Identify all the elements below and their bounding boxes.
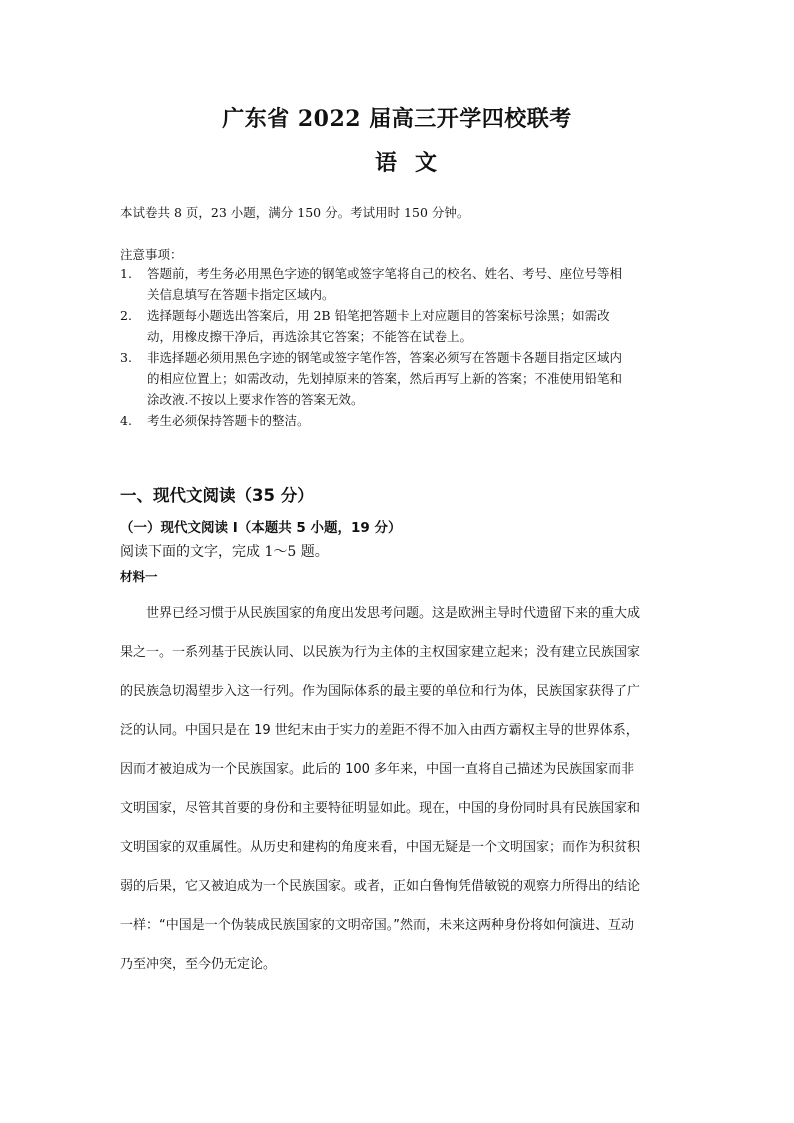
passage-line: 一样：“中国是一个伪装成民族国家的文明帝国。”然而，未来这两种身份将如何演进、互动	[120, 918, 634, 933]
notice-item	[120, 263, 680, 305]
notice-text-line: 非选择题必须用黑色字迹的钢笔或签字笔作答，答案必须写在答题卡各题目指定区域内	[147, 350, 623, 365]
notice-text-line: 动，用橡皮擦干净后，再选涂其它答案；不能答在试卷上。	[147, 329, 473, 344]
passage-line: 弱的后果，它又被迫成为一个民族国家。或者，正如白鲁恂凭借敏锐的观察力所得出的结论	[120, 879, 641, 894]
passage-line: 文明国家的双重属性。从历史和建构的角度来看，中国无疑是一个文明国家；而作为积贫积	[120, 840, 641, 855]
passage-line: 果之一。一系列基于民族认同、以民族为行为主体的主权国家建立起来；没有建立民族国家	[120, 645, 641, 660]
notice-number: 4.	[120, 413, 132, 428]
notice-number: 2.	[120, 308, 132, 323]
passage-line: 世界已经习惯于从民族国家的角度出发思考问题。这是欧洲主导时代遗留下来的重大成	[120, 606, 641, 621]
subject-title: 语文	[374, 150, 455, 176]
notice-text-line: 关信息填写在答题卡指定区域内。	[147, 287, 335, 302]
notice-heading: 注意事项：	[120, 247, 183, 262]
notice-text-line: 考生必须保持答题卡的整洁。	[147, 413, 310, 428]
notice-number: 1.	[120, 266, 132, 281]
reading-instruction: 阅读下面的文字，完成 1～5 题。	[120, 544, 329, 560]
notice-item	[120, 347, 680, 410]
passage-line: 乃至冲突，至今仍无定论。	[120, 957, 277, 972]
notice-number: 3.	[120, 350, 132, 365]
subsection-heading: （一）现代文阅读 I（本题共 5 小题，19 分）	[120, 520, 402, 536]
notice-item	[120, 410, 680, 431]
notice-item	[120, 305, 680, 347]
notice-text-line: 选择题每小题选出答案后，用 2B 铅笔把答题卡上对应题目的答案标号涂黑；如需改	[147, 308, 610, 323]
passage-line: 文明国家，尽管其首要的身份和主要特征明显如此。现在，中国的身份同时具有民族国家和	[120, 801, 641, 816]
material-label: 材料一	[120, 569, 158, 584]
exam-info-line: 本试卷共 8 页，23 小题，满分 150 分。考试用时 150 分钟。	[120, 205, 470, 220]
exam-title: 广东省 2022 届高三开学四校联考	[222, 106, 572, 132]
passage-line: 因而才被迫成为一个民族国家。此后的 100 多年来，中国一直将自己描述为民族国家而非	[120, 762, 635, 777]
notice-text-line: 涂改液.不按以上要求作答的答案无效。	[147, 392, 364, 407]
notice-text-line: 答题前，考生务必用黑色字迹的钢笔或签字笔将自己的校名、姓名、考号、座位号等相	[147, 266, 623, 281]
passage-line: 的民族急切渴望步入这一行列。作为国际体系的最主要的单位和行为体，民族国家获得了广	[120, 684, 641, 699]
section-heading: 一、现代文阅读（35 分）	[120, 486, 314, 505]
passage-line: 泛的认同。中国只是在 19 世纪末由于实力的差距不得不加入由西方霸权主导的世界体系，	[120, 723, 639, 738]
notice-text-line: 的相应位置上；如需改动，先划掉原来的答案，然后再写上新的答案；不准使用铅笔和	[147, 371, 623, 386]
